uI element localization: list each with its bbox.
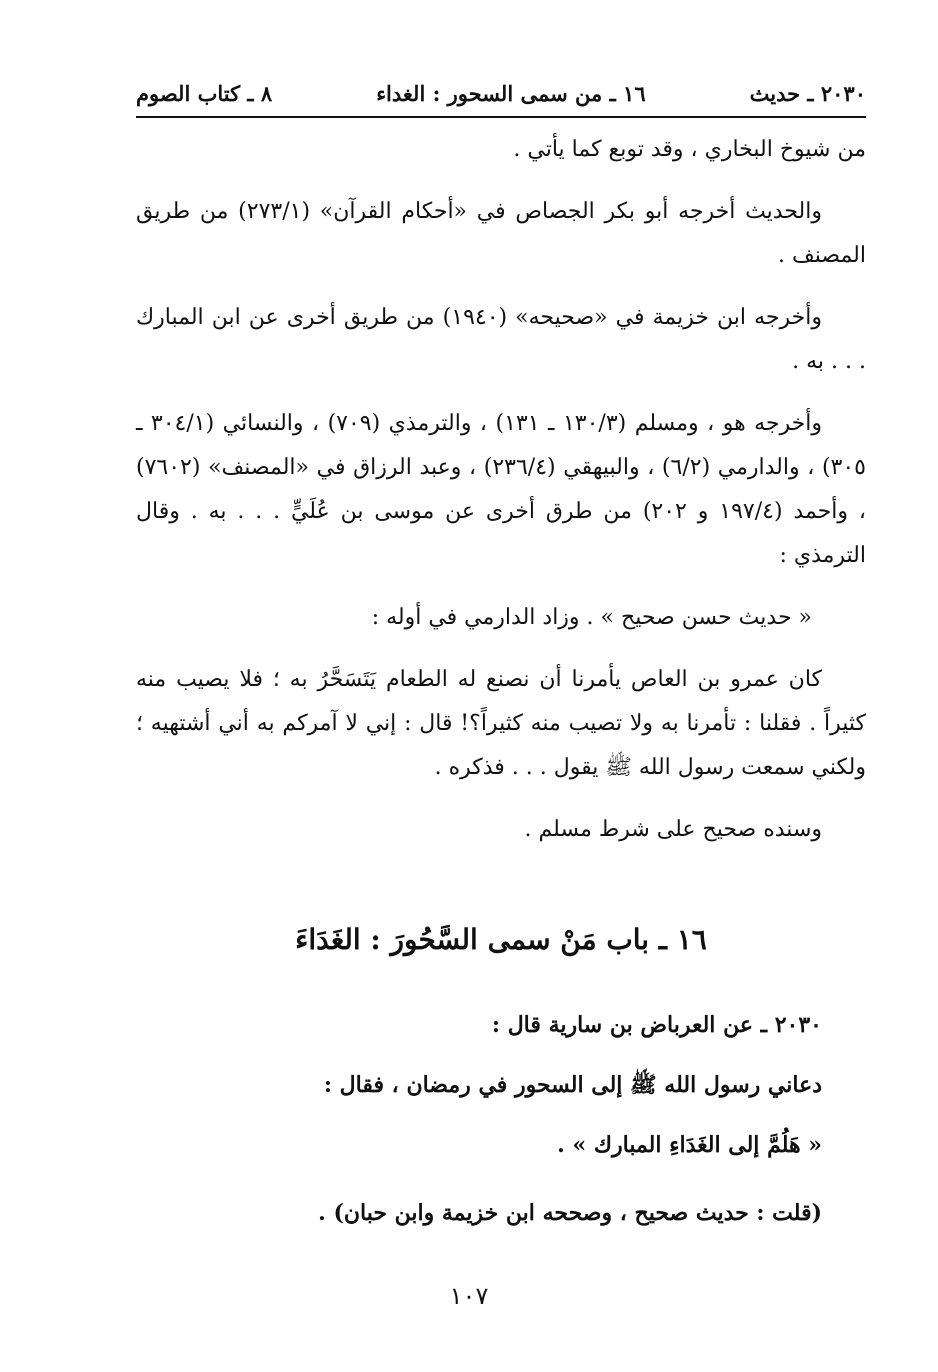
header-divider — [136, 116, 866, 118]
header-book-title: ٨ ـ كتاب الصوم — [136, 80, 273, 106]
chapter-heading: ١٦ ـ باب مَنْ سمى السَّحُورَ : الغَدَاءَ — [295, 923, 707, 956]
commentary-text — [136, 128, 866, 870]
paragraph: وسنده صحيح على شرط مسلم . — [524, 817, 822, 842]
hadith-block — [136, 995, 866, 1243]
paragraph: وأخرجه هو ، ومسلم (١٣٠/٣ ـ ١٣١) ، والترمذي (٧٠٩) ، والنسائي (٣٠٤/١ ـ ٣٠٥) ، والدارمي (٦/٢) ، والبيهقي (٢٣٦/٤) ، وعبد الرزاق في «المصنف» (٧٦٠٢) ، وأحمد (١٩٧/٤ و ٢٠٢) من طرق أخرى عن موسى بن عُلَيٍّ . . . به . وقال الترمذي : — [136, 411, 866, 568]
page-number: ١٠٧ — [449, 1282, 489, 1310]
header-hadith-number: ٢٠٣٠ ـ حديث — [749, 80, 866, 106]
running-header — [136, 76, 866, 110]
paragraph: وأخرجه ابن خزيمة في «صحيحه» (١٩٤٠) من طريق أخرى عن ابن المبارك . . . به . — [136, 305, 866, 374]
paragraph: من شيوخ البخاري ، وقد توبع كما يأتي . — [513, 137, 866, 162]
hadith-line: دعاني رسول الله ﷺ إلى السحور في رمضان ، فقال : — [323, 1072, 822, 1098]
hadith-line: ٢٠٣٠ ـ عن العرباض بن سارية قال : — [491, 1012, 822, 1038]
hadith-grading-note: (قلت : حديث صحيح ، وصححه ابن خزيمة وابن حبان) . — [318, 1200, 822, 1226]
paragraph: والحديث أخرجه أبو بكر الجصاص في «أحكام القرآن» (٢٧٣/١) من طريق المصنف . — [136, 199, 866, 268]
header-chapter-title: ١٦ ـ من سمى السحور : الغداء — [376, 80, 646, 106]
hadith-line: « هَلُمَّ إلى الغَدَاءِ المبارك » . — [557, 1132, 822, 1158]
paragraph: « حديث حسن صحيح » . وزاد الدارمي في أوله : — [371, 605, 812, 630]
paragraph: كان عمرو بن العاص يأمرنا أن نصنع له الطعام يَتَسَحَّرُ به ؛ فلا يصيب منه كثيراً . فقلنا : تأمرنا به ولا تصيب منه كثيراً؟! قال : إني لا آمركم به أني أشتهيه ؛ ولكني سمعت رسول الله ﷺ يقول . . . فذكره . — [136, 667, 866, 780]
